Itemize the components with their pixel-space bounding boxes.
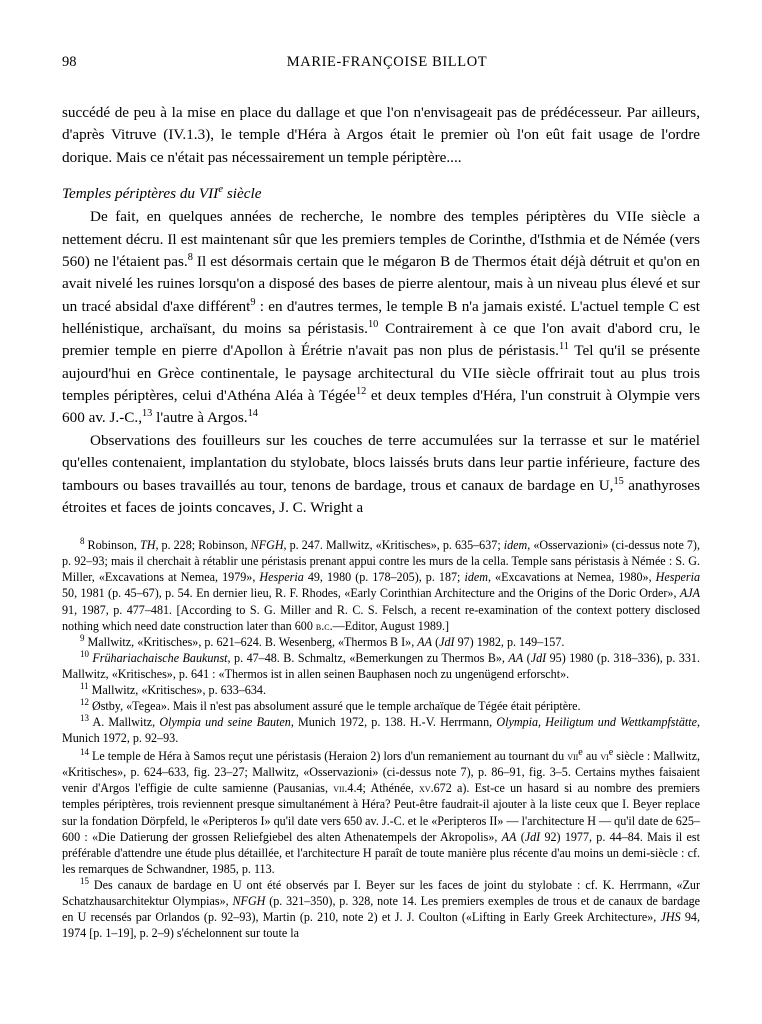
page-number: 98 <box>62 54 77 70</box>
footnote-9: $^9$ Mallwitz, «Kritisches», p. 621–624. B. Wesenberg, «Thermos B I», AA (JdI 97) 1982, p. 149–157. <box>80 632 565 649</box>
footnote-marker-12: 12 <box>80 696 89 707</box>
body-text <box>62 102 700 519</box>
footnote-ref-10[interactable]: 10 <box>367 319 379 331</box>
footnote-12: $^{12}$ Østby, «Tegea». Mais il n'est pas absolument assuré que le temple archaïque de Tégée était périptère. <box>80 696 581 713</box>
section-heading-tail: siècle <box>223 185 262 203</box>
section-heading <box>62 183 700 205</box>
footnote-marker-13: 13 <box>80 713 89 724</box>
para2-part-e: Contrairement à ce que l'on avait d'abord cru, le premier temple en pierre d'Apollon à Érétrie n'avait pas non plus de péristasis. <box>62 320 700 360</box>
para2-part-a: De fait, en quelques années de recherche, le nombre des temples périptères du VII <box>90 208 637 226</box>
section-heading-text: Temples périptères du VII <box>62 185 219 203</box>
footnote-8: $^8$ Robinson, TH, p. 228; Robinson, NFGH, p. 247. Mallwitz, «Kritisches», p. 635–637; idem, «Osservazioni» (ci-dessus note 7), p. 92–93; mais il cherchait à rétablir une péristasis prenant appui contre les murs de la cella. Temple sans péristasis à Némée : S. G. Miller, «Excavations at Nemea, 1979», Hesperia 49, 1980 (p. 178–205), p. 187; idem, «Excavations at Nemea, 1980», Hesperia 50, 1981 (p. 45–67), p. 54. En dernier lieu, R. F. Rhodes, «Early Corinthian Architecture and the Origins of the Doric Order», AJA 91, 1987, p. 477–481. [According to S. G. Miller and R. C. S. Felsch, a recent re-examination of the context pottery disclosed nothing which need date construction later than 600 b.c.—Editor, August 1989.] <box>62 536 700 633</box>
footnote-ref-15[interactable]: 15 <box>613 475 624 487</box>
para2-part-b: e siècle a nettement décru. Il est maintenant sûr que les premiers temples de Corinthe, d'Isthmia et de Némée (vers 560) ne l'étaient pas. <box>62 208 701 271</box>
running-head <box>62 54 700 72</box>
paragraph-continuation: succédé de peu à la mise en place du dallage et que l'on n'envisageait pas de prédécesseur. Par ailleurs, d'après Vitruve (IV.1.3), le temple d'Héra à Argos était le premier où l'on eût fait usage de l'ordre dorique. Mais ce n'était pas nécessairement un temple périptère.... <box>62 104 700 166</box>
footnote-marker-14: 14 <box>80 747 89 758</box>
footnote-10: $^{10}$ Frühariachaische Baukunst, p. 47–48. B. Schmaltz, «Bemerkungen zu Thermos B», AA (JdI 95) 1980 (p. 318–336), p. 331. Mallwitz, «Kritisches», p. 641 : «Thermos ist in allen seinen Bauphasen noch zu ungenügend erforscht». <box>62 648 700 681</box>
para2-part-i: l'autre à Argos. <box>152 409 248 427</box>
para2-part-f: Tel qu'il se présente aujourd'hui en Grèce continentale, le paysage architectural du VII <box>62 342 701 382</box>
footnote-marker-9: 9 <box>80 632 85 643</box>
footnote-13: $^{13}$ A. Mallwitz, Olympia und seine Bauten, Munich 1972, p. 138. H.-V. Herrmann, Olympia, Heiligtum und Wettkampfstätte, Munich 1972, p. 92–93. <box>62 713 700 746</box>
section-heading-superscript: e <box>218 182 224 195</box>
footnote-15: $^{15}$ Des canaux de bardage en U ont été observés par I. Beyer sur les faces de joint du stylobate : cf. K. Herrmann, «Zur Schatzhausarchitektur Olympias», NFGH (p. 321–350), p. 328, note 14. Les premiers exemples de trous et de canaux de bardage en U recensés par Orlandos (p. 92–93), Martin (p. 210, note 2) et J. J. Coulton («Lifting in Early Greek Architecture», JHS 94, 1974 [p. 1–19], p. 2–9) s'échelonnent sur toute la <box>62 875 700 941</box>
footnote-ref-12[interactable]: 12 <box>355 386 367 398</box>
footnote-ref-13[interactable]: 13 <box>142 408 153 420</box>
para2-part-h: et deux temples d'Héra, l'un construit à Olympie vers 600 av. J.-C., <box>62 387 700 427</box>
para3-part-a: Observations des fouilleurs sur les couches de terre accumulées sur la terrasse et sur le matériel qu'elles contenaient, implantation du stylobate, blocs laissés bruts dans leur partie inférieure, facture des tambours ou bases travaillés au tour, tenons de bardage, trous et canaux de bardage en U, <box>62 431 700 494</box>
footnote-ref-8[interactable]: 8 <box>187 252 193 263</box>
para3-part-b: anathyroses étroites et faces de joints concaves, J. C. Wright a <box>62 476 700 516</box>
footnote-marker-11: 11 <box>80 680 89 691</box>
para2-part-d: : en d'autres termes, le temple B n'a jamais existé. L'actuel temple C est hellénistique, archaïsant, du moins sa péristasis. <box>62 297 700 338</box>
footnote-ref-14[interactable]: 14 <box>247 408 258 420</box>
paragraph-observations <box>62 430 700 519</box>
para2-part-g: e siècle offrirait tout au plus trois temples périptères, celui d'Athéna Aléa à Tégée <box>62 364 700 405</box>
footnote-marker-8: 8 <box>80 536 85 547</box>
paragraph-periptere <box>62 206 700 429</box>
footnote-14: $^{14}$ Le temple de Héra à Samos reçut une péristasis (Heraion 2) lors d'un remaniement au tournant du vii$^e$ au $vi^e$ siècle : Mallwitz, «Kritisches», p. 624–633, fig. 23–27; Mallwitz, «Osservazioni» (ci-dessus note 7), p. 86–91, fig. 3–5. Certains mythes faisaient venir d'Argos l'effigie de culte samienne (Pausanias, vii.4.4; Athénée, xv.672 a). Est-ce un hasard si au nombre des premiers temples périptères, trois reviennent presque simultanément à Héra? Peut-être faudrait-il ajouter à la liste ceux que I. Beyer replace sur la fondation Dörpfeld, le «Peripteros I» qu'il date vers 650 av. J.-C. et le «Peripteros II» — l'architecture H — qu'il date de 625–600 : «Die Datierung der grossen Reliefgiebel des alten Athenatempels der Akropolis», AA (JdI 92) 1977, p. 44–84. Mais il est préférable d'attendre une étude plus détaillée, et l'architecture H paraît de toute manière plus récente d'au moins un demi-siècle : cf. les remarques de Schwandner, 1985, p. 113. <box>62 747 700 876</box>
footnote-marker-15: 15 <box>80 875 89 886</box>
footnote-ref-11[interactable]: 11 <box>558 341 569 353</box>
footnotes-block <box>62 537 700 941</box>
footnote-marker-10: 10 <box>80 648 89 659</box>
para2-part-c: Il est désormais certain que le mégaron B de Thermos était déjà détruit et qu'on en avait nivelé les ruines lorsqu'on a disposé des bases de pierre alentour, mais à un niveau plus élevé et sur un tracé absidal d'axe différent <box>62 253 700 315</box>
footnote-ref-9[interactable]: 9 <box>250 296 256 308</box>
running-title: MARIE-FRANÇOISE BILLOT <box>286 54 488 70</box>
footnote-11: $^{11}$ Mallwitz, «Kritisches», p. 633–634. <box>80 680 266 697</box>
